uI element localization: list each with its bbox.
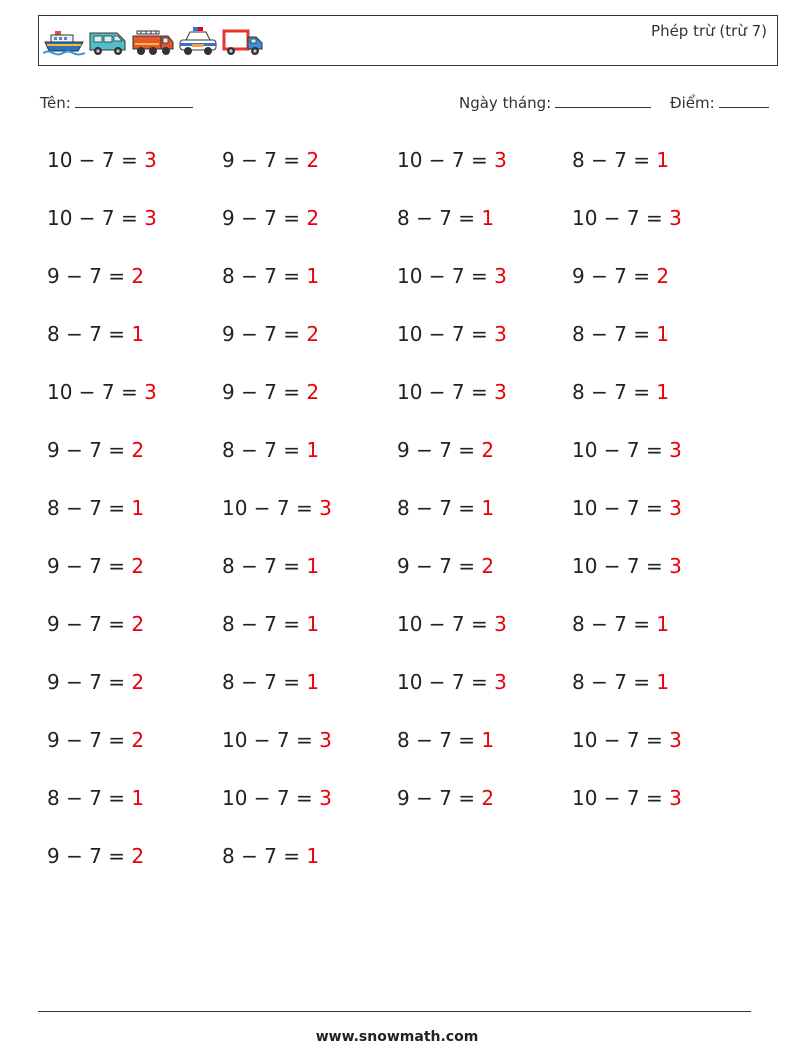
problem-answer: 2: [131, 264, 145, 288]
problem-question: 10 − 7 =: [572, 206, 670, 230]
problem-question: 8 − 7 =: [397, 728, 482, 752]
problem-question: 8 − 7 =: [222, 670, 307, 694]
problem-item: [397, 496, 494, 520]
footer-divider: [38, 1011, 751, 1012]
problem-question: 8 − 7 =: [397, 496, 482, 520]
problem-question: 8 − 7 =: [572, 670, 657, 694]
problem-answer: 3: [494, 380, 507, 404]
problem-question: 8 − 7 =: [572, 380, 657, 404]
header-box: [38, 15, 778, 66]
problem-answer: 3: [319, 786, 332, 810]
problem-answer: 3: [669, 554, 682, 578]
problem-item: [397, 438, 494, 462]
problem-question: 10 − 7 =: [397, 380, 495, 404]
problem-answer: 3: [494, 148, 507, 172]
problem-item: [572, 670, 669, 694]
problem-item: [572, 438, 682, 462]
problem-question: 10 − 7 =: [397, 148, 495, 172]
problem-item: [572, 612, 669, 636]
problem-answer: 3: [669, 786, 682, 810]
problem-item: [397, 728, 494, 752]
problem-item: [572, 322, 669, 346]
date-field: [459, 93, 651, 112]
problem-answer: 3: [144, 380, 157, 404]
police-car-icon: [177, 25, 219, 57]
problem-question: 9 − 7 =: [47, 670, 132, 694]
problem-question: 8 − 7 =: [572, 612, 657, 636]
problem-question: 10 − 7 =: [222, 786, 320, 810]
problem-answer: 1: [656, 670, 670, 694]
footer-url: www.snowmath.com: [315, 1029, 479, 1045]
problem-answer: 3: [144, 206, 157, 230]
problem-item: [47, 438, 144, 462]
problem-answer: 2: [656, 264, 670, 288]
problem-question: 8 − 7 =: [222, 438, 307, 462]
problem-answer: 1: [656, 148, 670, 172]
problem-answer: 2: [306, 322, 320, 346]
problem-item: [47, 844, 144, 868]
problem-answer: 1: [656, 322, 670, 346]
problem-item: [222, 612, 319, 636]
problem-question: 10 − 7 =: [572, 554, 670, 578]
problem-item: [397, 206, 494, 230]
problem-question: 10 − 7 =: [572, 786, 670, 810]
problem-item: [222, 380, 319, 404]
problem-question: 10 − 7 =: [572, 728, 670, 752]
problem-item: [397, 786, 494, 810]
date-blank: [555, 93, 651, 108]
problem-item: [222, 206, 319, 230]
problem-answer: 2: [131, 612, 145, 636]
problem-answer: 1: [481, 496, 495, 520]
problem-item: [222, 728, 332, 752]
name-blank: [75, 93, 193, 108]
problem-item: [222, 554, 319, 578]
problem-question: 9 − 7 =: [47, 554, 132, 578]
problem-answer: 2: [481, 554, 495, 578]
name-field: [40, 93, 193, 112]
worksheet-title: Phép trừ (trừ 7): [651, 22, 767, 40]
problem-answer: 2: [306, 206, 320, 230]
problem-item: [397, 148, 507, 172]
score-blank: [719, 93, 769, 108]
fire-truck-icon: [131, 25, 175, 57]
problem-question: 9 − 7 =: [47, 264, 132, 288]
problem-answer: 1: [481, 206, 495, 230]
problem-question: 10 − 7 =: [397, 264, 495, 288]
problem-question: 9 − 7 =: [47, 844, 132, 868]
problem-item: [397, 612, 507, 636]
problem-question: 9 − 7 =: [47, 438, 132, 462]
problem-question: 9 − 7 =: [222, 148, 307, 172]
score-label: Điểm:: [670, 94, 715, 112]
truck-icon: [221, 25, 265, 57]
problem-question: 9 − 7 =: [397, 554, 482, 578]
problem-item: [222, 438, 319, 462]
problem-answer: 3: [494, 670, 507, 694]
problem-answer: 2: [306, 380, 320, 404]
problem-item: [397, 670, 507, 694]
problem-item: [572, 380, 669, 404]
problem-item: [222, 496, 332, 520]
problem-item: [222, 844, 319, 868]
problem-answer: 2: [131, 438, 145, 462]
problem-question: 9 − 7 =: [222, 206, 307, 230]
problem-question: 8 − 7 =: [397, 206, 482, 230]
problem-answer: 1: [131, 322, 145, 346]
problem-item: [47, 206, 157, 230]
problem-answer: 2: [131, 728, 145, 752]
problem-item: [222, 322, 319, 346]
problem-question: 8 − 7 =: [47, 786, 132, 810]
problem-answer: 3: [669, 206, 682, 230]
problem-item: [47, 554, 144, 578]
problem-question: 10 − 7 =: [572, 496, 670, 520]
problem-question: 8 − 7 =: [572, 322, 657, 346]
problem-question: 10 − 7 =: [572, 438, 670, 462]
problem-answer: 3: [319, 496, 332, 520]
problem-question: 8 − 7 =: [47, 496, 132, 520]
score-field: [670, 93, 769, 112]
name-label: Tên:: [40, 94, 71, 112]
problem-item: [47, 496, 144, 520]
problem-question: 10 − 7 =: [222, 496, 320, 520]
problem-item: [572, 264, 669, 288]
problem-question: 10 − 7 =: [47, 380, 145, 404]
problem-answer: 1: [131, 496, 145, 520]
problem-answer: 3: [669, 438, 682, 462]
problem-item: [222, 264, 319, 288]
problem-item: [47, 612, 144, 636]
problem-answer: 1: [131, 786, 145, 810]
problem-question: 9 − 7 =: [47, 728, 132, 752]
problem-question: 9 − 7 =: [222, 322, 307, 346]
problem-answer: 3: [494, 612, 507, 636]
problem-item: [47, 728, 144, 752]
problem-question: 8 − 7 =: [47, 322, 132, 346]
problem-item: [572, 496, 682, 520]
problem-question: 10 − 7 =: [397, 322, 495, 346]
problem-answer: 2: [306, 148, 320, 172]
problem-question: 9 − 7 =: [572, 264, 657, 288]
problem-item: [397, 554, 494, 578]
problem-answer: 2: [131, 554, 145, 578]
problem-answer: 1: [306, 438, 320, 462]
problem-question: 10 − 7 =: [397, 612, 495, 636]
problem-answer: 3: [494, 322, 507, 346]
problem-item: [47, 148, 157, 172]
problem-answer: 3: [494, 264, 507, 288]
problem-item: [47, 264, 144, 288]
problem-answer: 2: [481, 786, 495, 810]
problem-item: [397, 264, 507, 288]
problem-item: [222, 148, 319, 172]
problem-answer: 2: [131, 670, 145, 694]
problem-answer: 3: [669, 496, 682, 520]
problem-answer: 1: [656, 612, 670, 636]
problem-item: [572, 554, 682, 578]
problem-item: [47, 670, 144, 694]
problem-answer: 1: [656, 380, 670, 404]
problem-question: 8 − 7 =: [572, 148, 657, 172]
problem-question: 9 − 7 =: [222, 380, 307, 404]
problem-question: 8 − 7 =: [222, 844, 307, 868]
problem-item: [572, 148, 669, 172]
van-icon: [87, 25, 129, 57]
ship-icon: [43, 25, 85, 57]
problem-answer: 1: [306, 264, 320, 288]
problem-item: [397, 380, 507, 404]
problem-item: [47, 380, 157, 404]
problem-question: 10 − 7 =: [397, 670, 495, 694]
problem-answer: 2: [131, 844, 145, 868]
problem-item: [47, 322, 144, 346]
problem-answer: 1: [306, 612, 320, 636]
problem-question: 10 − 7 =: [47, 148, 145, 172]
problem-answer: 3: [669, 728, 682, 752]
problem-item: [222, 670, 319, 694]
problem-answer: 1: [481, 728, 495, 752]
problem-item: [47, 786, 144, 810]
problem-item: [572, 786, 682, 810]
problem-question: 8 − 7 =: [222, 554, 307, 578]
problem-question: 10 − 7 =: [222, 728, 320, 752]
problem-question: 8 − 7 =: [222, 612, 307, 636]
problem-answer: 1: [306, 844, 320, 868]
problem-question: 9 − 7 =: [397, 786, 482, 810]
problem-question: 9 − 7 =: [47, 612, 132, 636]
problem-answer: 1: [306, 554, 320, 578]
problem-item: [397, 322, 507, 346]
problem-item: [572, 206, 682, 230]
problem-item: [222, 786, 332, 810]
problem-question: 9 − 7 =: [397, 438, 482, 462]
problem-answer: 1: [306, 670, 320, 694]
problem-question: 8 − 7 =: [222, 264, 307, 288]
problem-question: 10 − 7 =: [47, 206, 145, 230]
problem-answer: 3: [319, 728, 332, 752]
problem-item: [572, 728, 682, 752]
problem-answer: 2: [481, 438, 495, 462]
date-label: Ngày tháng:: [459, 94, 552, 112]
problem-answer: 3: [144, 148, 157, 172]
